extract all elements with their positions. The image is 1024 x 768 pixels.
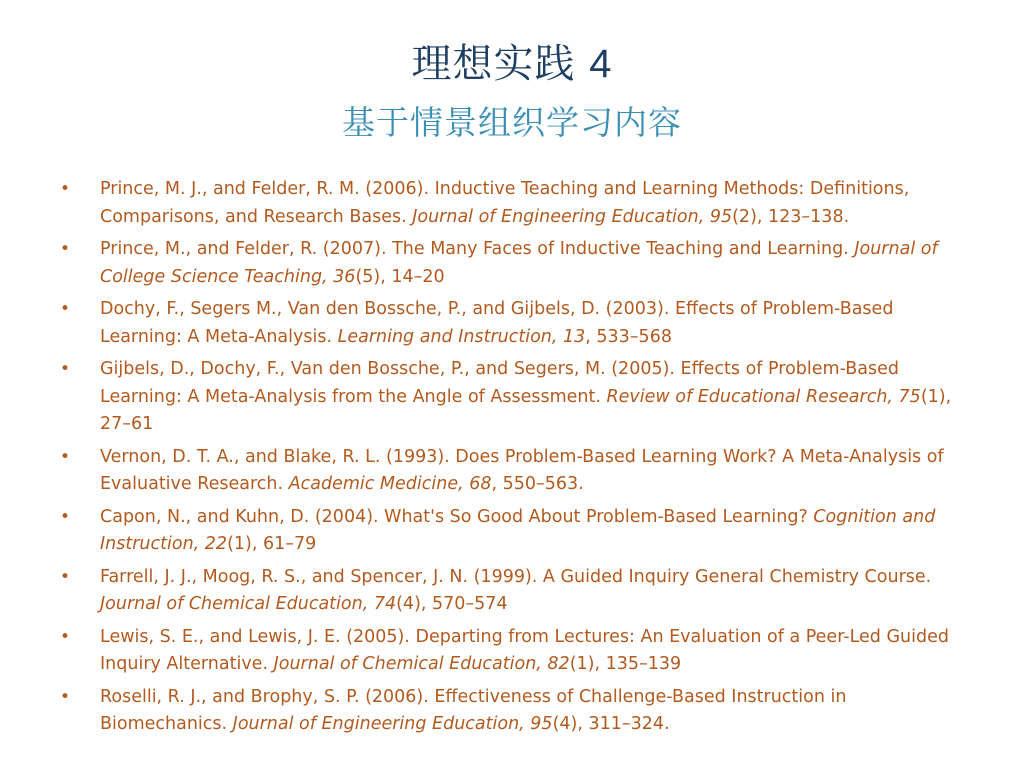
reference-tail: (1), 135–139 xyxy=(569,654,682,674)
reference-item xyxy=(60,444,970,499)
reference-list xyxy=(60,176,970,744)
reference-text: Lewis, S. E., and Lewis, J. E. (2005). Departing from Lectures: An Evaluation of a Peer-Led Guided Inquiry Alternative. xyxy=(100,626,949,674)
reference-text: Gijbels, D., Dochy, F., Van den Bossche, P., and Segers, M. (2005). Effects of Problem-Based Learning: A Meta-Analysis from the Angle of Assessment. xyxy=(100,359,899,407)
reference-source: Journal of Chemical Education, 82 xyxy=(273,654,570,674)
reference-tail: , 550–563. xyxy=(491,474,584,494)
reference-item xyxy=(60,176,970,231)
bullet-icon: • xyxy=(60,446,71,467)
slide-title-text: 理想实践 xyxy=(411,41,576,87)
reference-item xyxy=(60,624,970,679)
reference-text: Vernon, D. T. A., and Blake, R. L. (1993). Does Problem-Based Learning Work? A Meta-Analysis of Evaluative Research. xyxy=(100,446,944,494)
reference-text: Roselli, R. J., and Brophy, S. P. (2006). Effectiveness of Challenge-Based Instruction in Biomechanics. xyxy=(100,686,847,734)
reference-source: Cognition and Instruction, 22 xyxy=(100,506,936,554)
reference-item xyxy=(60,296,970,351)
bullet-icon: • xyxy=(60,239,71,259)
reference-tail: (5), 14–20 xyxy=(355,266,445,287)
reference-source: Journal of Engineering Education, 95 xyxy=(232,714,553,734)
reference-text: Farrell, J. J., Moog, R. S., and Spencer, J. N. (1999). A Guided Inquiry General Chemistry Course. xyxy=(100,566,932,587)
reference-text: Capon, N., and Kuhn, D. (2004). What's So Good About Problem-Based Learning? xyxy=(100,506,814,527)
bullet-icon: • xyxy=(60,506,71,527)
slide-title xyxy=(0,38,1024,90)
reference-source: Learning and Instruction, 13 xyxy=(337,326,586,347)
reference-tail: (4), 311–324. xyxy=(552,714,670,734)
reference-item xyxy=(60,684,970,739)
reference-source: Journal of College Science Teaching, 36 xyxy=(100,239,938,287)
reference-item xyxy=(60,356,970,439)
reference-tail: , 533–568 xyxy=(585,326,672,347)
bullet-icon: • xyxy=(60,566,71,587)
reference-text: Prince, M. J., and Felder, R. M. (2006). Inductive Teaching and Learning Methods: Definitions, Comparisons, and Research Bases. xyxy=(100,179,910,227)
reference-source: Journal of Engineering Education, 95 xyxy=(412,206,733,227)
reference-tail: (1), 61–79 xyxy=(227,534,317,554)
slide-title-number: 4 xyxy=(589,42,613,86)
bullet-icon: • xyxy=(60,686,71,707)
reference-item xyxy=(60,504,970,559)
reference-item xyxy=(60,564,970,619)
reference-item xyxy=(60,236,970,291)
bullet-icon: • xyxy=(60,179,71,199)
bullet-icon: • xyxy=(60,359,71,379)
bullet-icon: • xyxy=(60,299,71,319)
reference-source: Academic Medicine, 68 xyxy=(288,474,492,494)
reference-tail: (1), 27–61 xyxy=(100,386,952,434)
reference-source: Journal of Chemical Education, 74 xyxy=(100,594,397,614)
slide-subtitle: 基于情景组织学习内容 xyxy=(342,103,682,142)
reference-text: Dochy, F., Segers M., Van den Bossche, P., and Gijbels, D. (2003). Effects of Problem-Based Learning: A Meta-Analysis. xyxy=(100,299,894,347)
reference-tail: (4), 570–574 xyxy=(396,594,508,614)
reference-source: Review of Educational Research, 75 xyxy=(606,386,921,407)
reference-text: Prince, M., and Felder, R. (2007). The Many Faces of Inductive Teaching and Learning. xyxy=(100,239,855,259)
reference-tail: (2), 123–138. xyxy=(732,206,850,227)
bullet-icon: • xyxy=(60,626,71,647)
